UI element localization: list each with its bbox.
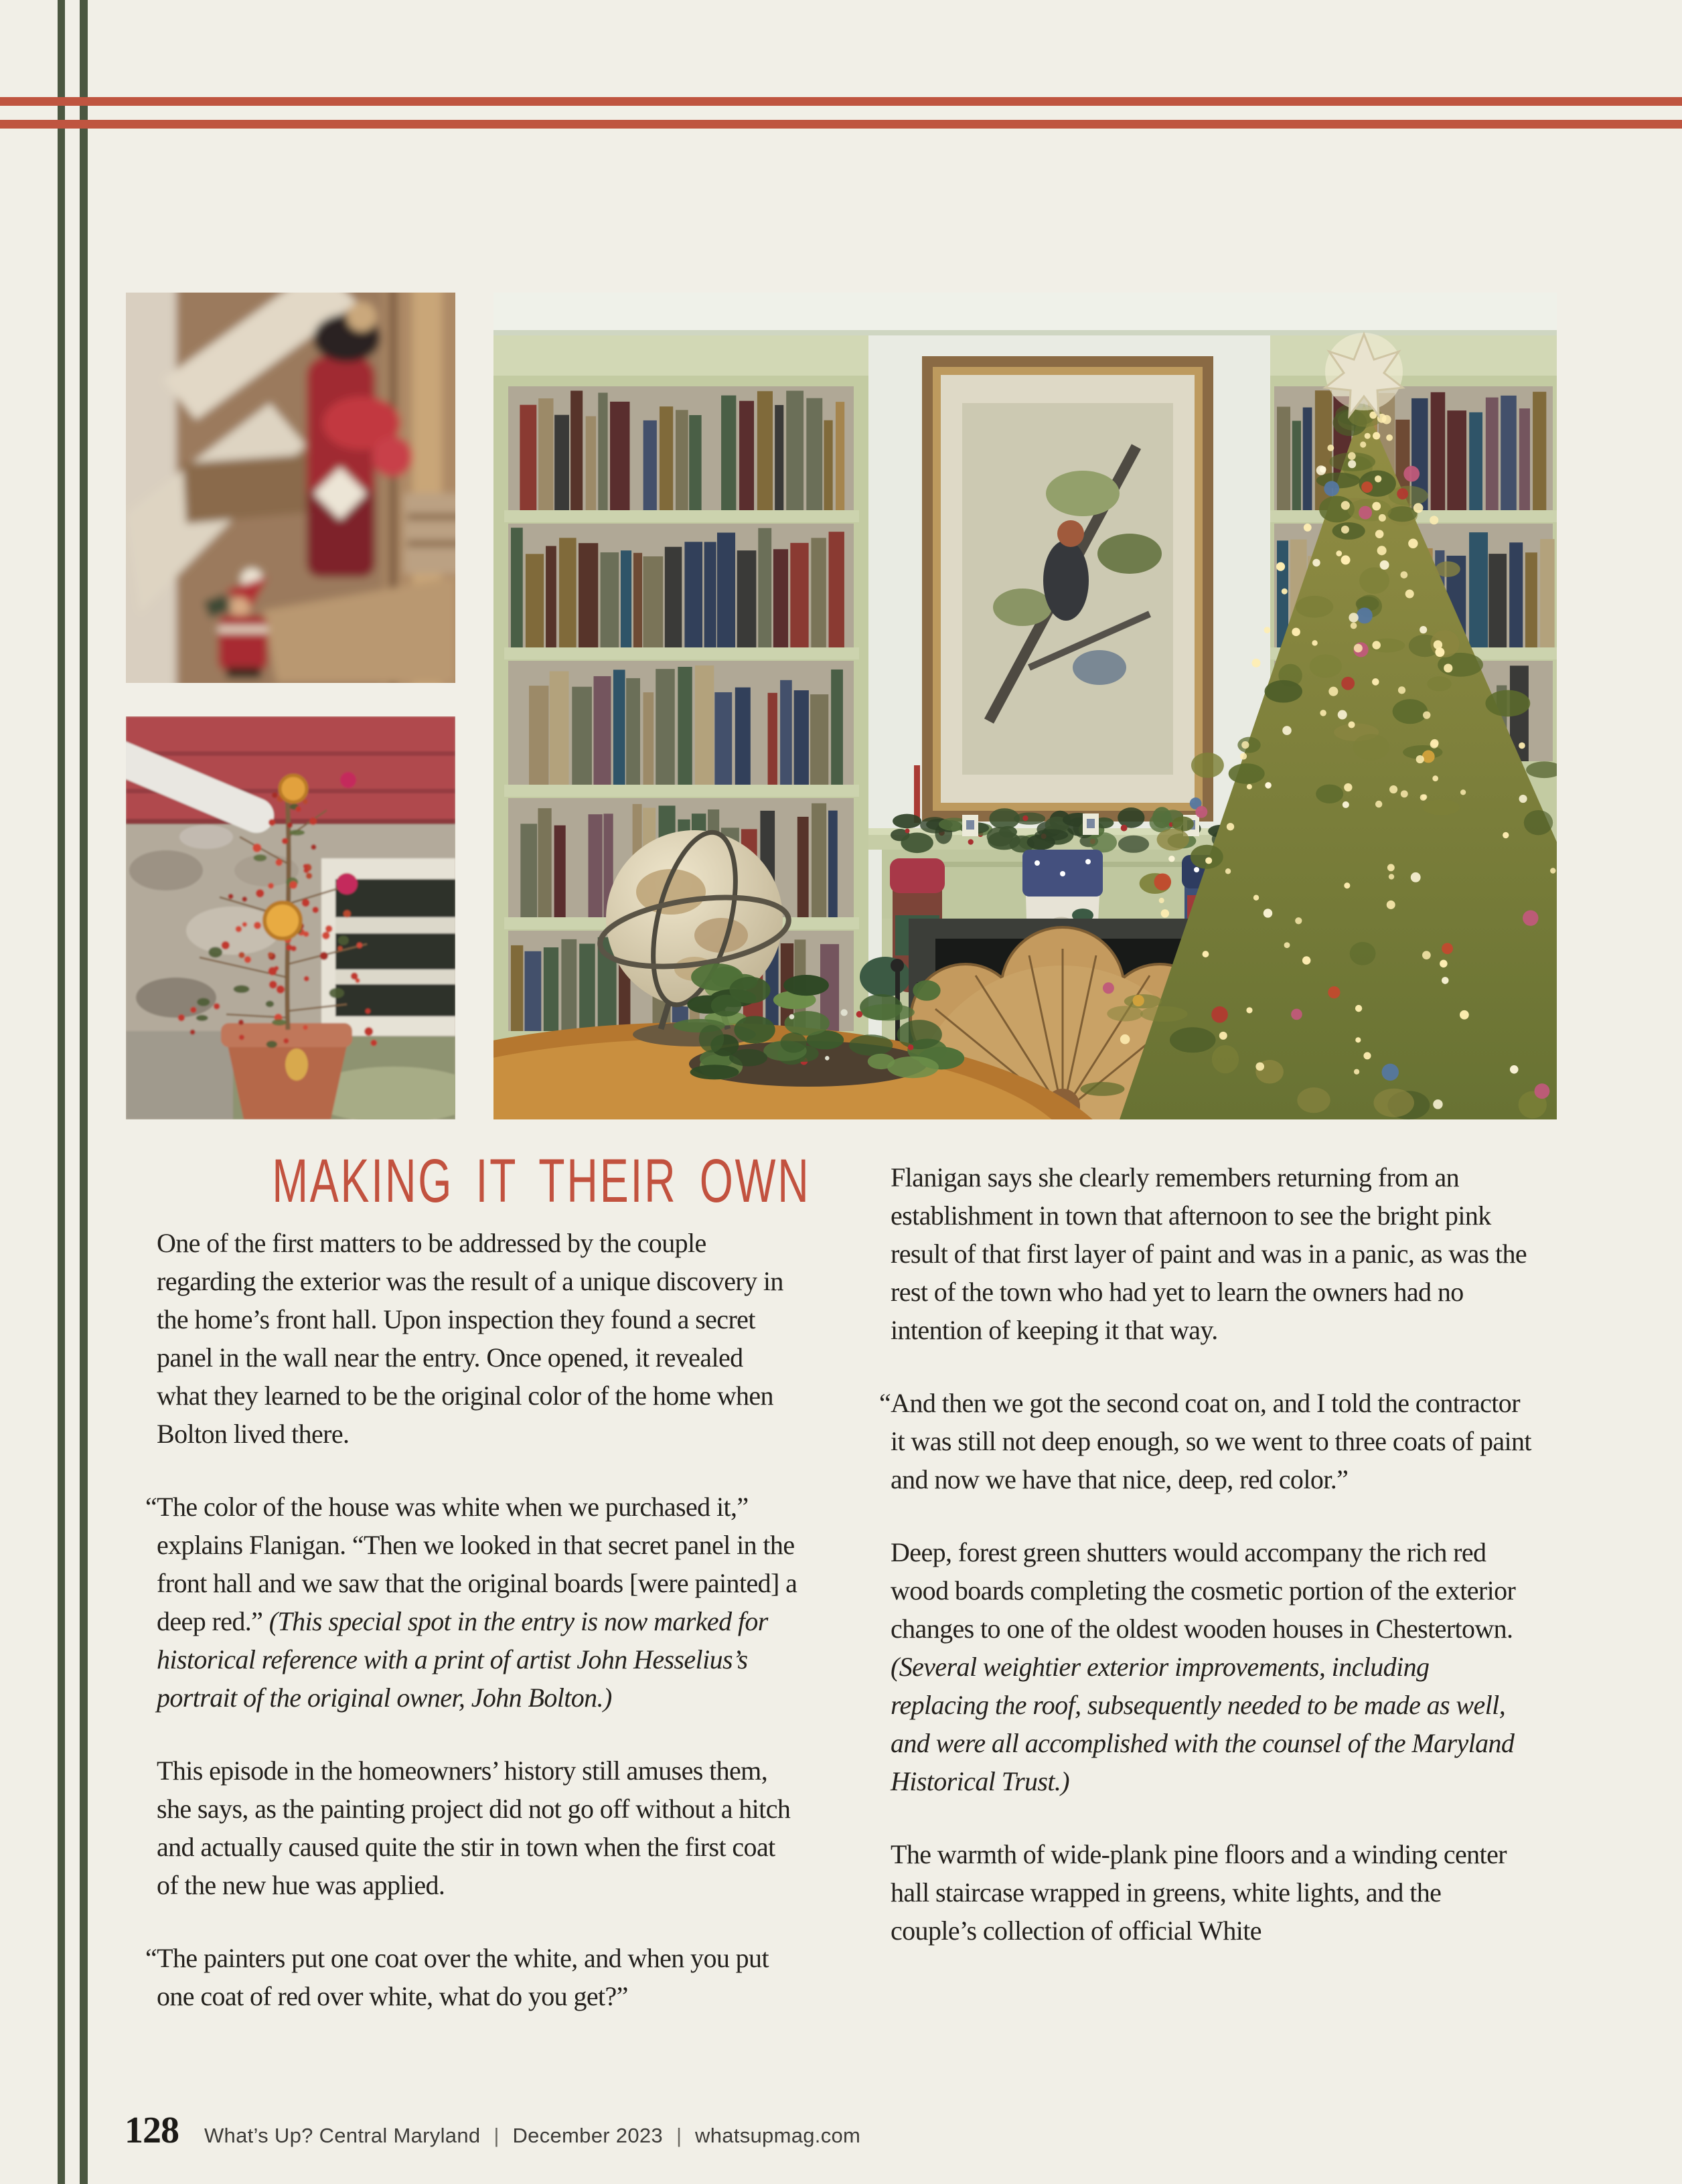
footer-separator: | xyxy=(676,2124,682,2147)
paragraph: Flanigan says she clearly remembers returning from an establishment in town that afternoon to see the bright pink result of that first layer of paint and was in a panic, as was the rest of the town who had yet to learn the owners had no intention of keeping it that way. xyxy=(891,1162,1527,1345)
framed-bird-print xyxy=(922,356,1213,822)
section-heading xyxy=(157,1147,811,1215)
top-horizontal-rule-lower xyxy=(0,120,1682,129)
nutcracker-photo-illustration xyxy=(126,293,455,683)
paragraph: “The painters put one coat over the white, and when you put one coat of red over white, what do you get?” xyxy=(145,1943,769,2011)
paragraph: Deep, forest green shutters would accompany the rich red wood boards completing the cosmetic portion of the exterior changes to one of the oldest wooden houses in Chestertown. (Several weightier exterior improvements, including replacing the roof, subsequently needed to be made as well, and were all accomplished with the counsel of the Maryland Historical Trust.) xyxy=(891,1537,1516,1796)
paragraph: One of the first matters to be addressed by the couple regarding the exterior was the result of a unique discovery in the home’s front hall. Upon inspection they found a secret panel in the wall near the entry. Once opened, it revealed what they learned to be the original color of the home when Bolton lived there. xyxy=(157,1228,783,1449)
left-vertical-rule-outer xyxy=(58,0,65,2184)
paragraph: This episode in the homeowners’ history still amuses them, she says, as the painting project did not go off without a hitch and actually caused quite the stir in town when the first coat of the new hue was applied. xyxy=(157,1756,791,1900)
footer-separator: | xyxy=(493,2124,500,2147)
footer-issue-date: December 2023 xyxy=(512,2124,663,2147)
paragraph: “And then we got the second coat on, and I told the contractor it was still not deep enough, so we went to three coats of paint and now we have that nice, deep, red color.” xyxy=(879,1388,1531,1494)
top-horizontal-rule-upper xyxy=(0,97,1682,106)
photo-living-room xyxy=(493,293,1557,1119)
page-number: 128 xyxy=(125,2110,179,2151)
page-footer xyxy=(125,2109,860,2152)
paragraph: “The color of the house was white when we purchased it,” explains Flanigan. “Then we looked in that secret panel in the front hall and we saw that the original boards [were painted] a deep red.” (This special spot in the entry is now marked for historical reference with a print of artist John Hesselius’s portrait of the original owner, John Bolton.) xyxy=(145,1492,797,1713)
article-right-column xyxy=(879,1158,1533,1984)
left-vertical-rule-inner xyxy=(80,0,88,2184)
living-room-photo-illustration xyxy=(493,293,1557,1119)
photo-nutcracker-figurines xyxy=(126,293,455,683)
paragraph: The warmth of wide-plank pine floors and a winding center hall staircase wrapped in greens, white lights, and the couple’s collection of official White xyxy=(891,1839,1507,1946)
red-candle xyxy=(914,765,920,823)
footer-magazine-name: What’s Up? Central Maryland xyxy=(204,2124,481,2147)
berry-tree-photo-illustration xyxy=(126,716,455,1119)
photo-berry-tree xyxy=(126,716,455,1119)
article-left-column xyxy=(145,1224,799,2050)
section-heading-text: MAKING IT THEIR OWN xyxy=(272,1147,811,1215)
footer-website: whatsupmag.com xyxy=(695,2124,861,2147)
